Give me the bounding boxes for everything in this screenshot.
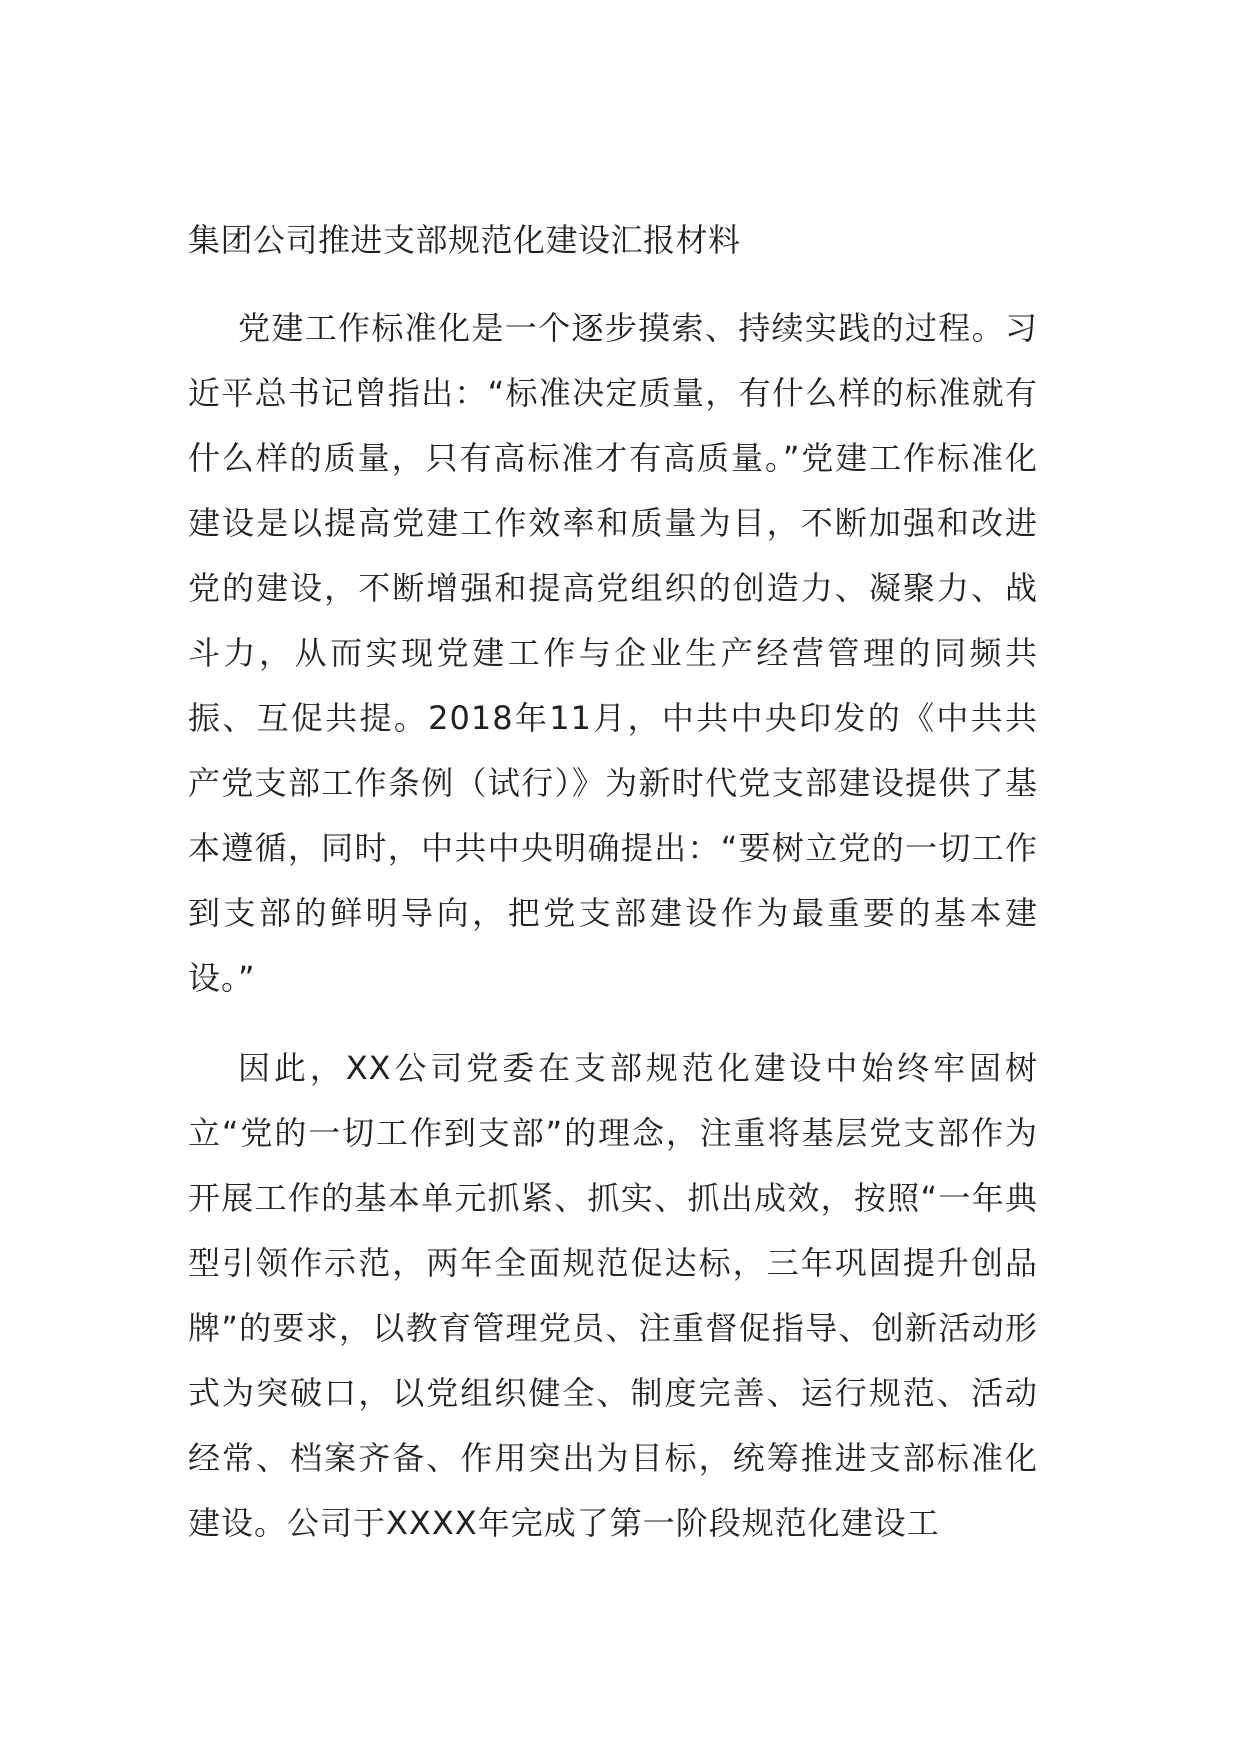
body-paragraph-1: 党建工作标准化是一个逐步摸索、持续实践的过程。习近平总书记曾指出：“标准决定质量，有什么样的标准就有什么样的质量，只有高标准才有高质量。”党建工作标准化建设是以提高党建工作效率和质量为目，不断加强和改进党的建设，不断增强和提高党组织的创造力、凝聚力、战斗力，从而实现党建工作与企业生产经营管理的同频共振、互促共提。2018年11月，中共中央印发的《中共共产党支部工作条例（试行）》为新时代党支部建设提供了基本遵循，同时，中共中央明确提出：“要树立党的一切工作到支部的鲜明导向，把党支部建设作为最重要的基本建设。” bbox=[188, 309, 1038, 997]
document-title: 集团公司推进支部规范化建设汇报材料 bbox=[188, 221, 741, 259]
body-paragraph-2: 因此，XX公司党委在支部规范化建设中始终牢固树立“党的一切工作到支部”的理念，注重将基层党支部作为开展工作的基本单元抓紧、抓实、抓出成效，按照“一年典型引领作示范，两年全面规范促达标，三年巩固提升创品牌”的要求，以教育管理党员、注重督促指导、创新活动形式为突破口，以党组织健全、制度完善、运行规范、活动经常、档案齐备、作用突出为目标，统筹推进支部标准化建设。公司于XXXX年完成了第一阶段规范化建设工 bbox=[188, 1049, 1038, 1542]
